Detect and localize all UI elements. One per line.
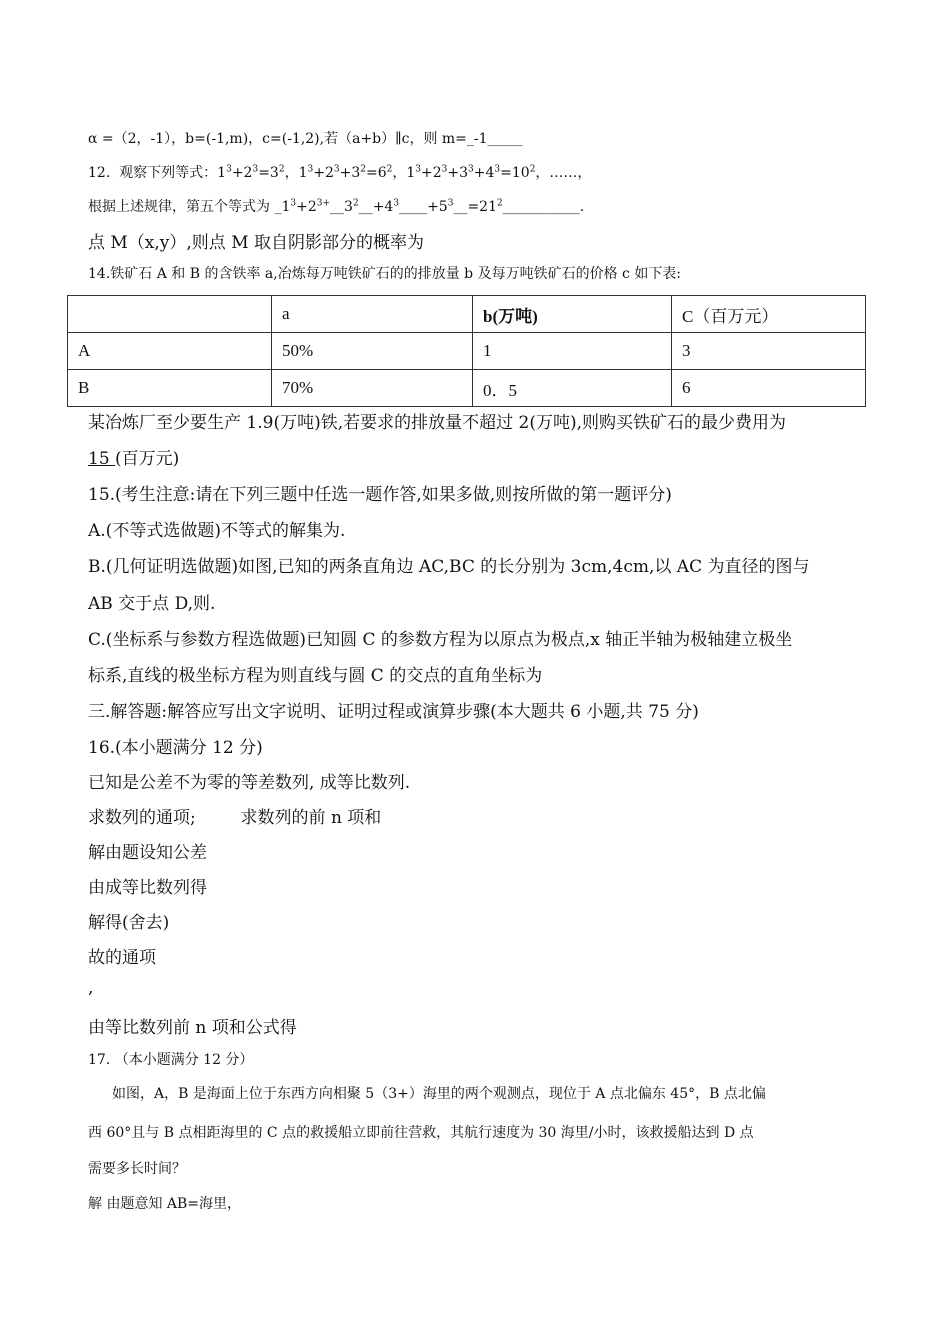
q12-rule-line: [88, 196, 584, 216]
q17-solution: 解 由题意知 AB=海里，: [88, 1196, 242, 1212]
q12-eq3e: =10: [500, 165, 530, 181]
q12-exp: 3: [290, 198, 297, 209]
q12-exp: 3: [494, 164, 501, 175]
q12-eq1: 1: [217, 165, 227, 181]
q12-text: 观察下列等式：: [119, 165, 218, 181]
q14-answer-line: [88, 444, 179, 469]
q12-line: [88, 162, 591, 182]
q12-eq2c: +3: [339, 165, 361, 181]
q16-step: 由等比数列前 n 项和公式得: [88, 1018, 297, 1038]
q12-answer-part: _1: [274, 199, 291, 215]
q12-label: 12.: [88, 165, 111, 181]
vector-problem-text: α =（2，-1），b=(-1,m)，c=(-1,2),若（a+b）∥c，则 m=: [88, 131, 467, 147]
q12-answer-part: +2: [296, 199, 317, 215]
q12-answer-part: __+4: [358, 199, 394, 215]
table-header-cell: b(万吨): [473, 296, 672, 333]
table-cell: 0．5: [473, 370, 672, 407]
table-cell: 3: [672, 333, 866, 370]
q12-answer-part: ____+5: [399, 199, 448, 215]
table-header-cell: C（百万元）: [672, 296, 866, 333]
q12-exp: 3: [441, 164, 448, 175]
table-header-cell: a: [272, 296, 473, 333]
q12-exp: 2: [352, 198, 359, 209]
q12-eq3b: +2: [421, 165, 442, 181]
ore-table: [67, 295, 866, 407]
q15-c-line1: C.(坐标系与参数方程选做题)已知圆 C 的参数方程为以原点为极点,x 轴正半轴为极轴建立极坐: [88, 630, 793, 650]
table-cell: B: [68, 370, 272, 407]
q12-answer-part: __3: [330, 199, 353, 215]
q16-step: ,: [88, 978, 94, 998]
q12-exp: 3: [333, 164, 340, 175]
q12-eq2: ，1: [284, 165, 308, 181]
q12-answer-part: ___________.: [502, 199, 585, 215]
q15-intro: 15.(考生注意:请在下列三题中任选一题作答,如果多做,则按所做的第一题评分): [88, 485, 672, 505]
table-cell: 50%: [272, 333, 473, 370]
q14-unit: (百万元): [115, 449, 180, 469]
q16-ask2: 求数列的前 n 项和: [240, 808, 382, 828]
table-cell: 70%: [272, 370, 473, 407]
q17-para-line3: 需要多长时间？: [88, 1161, 186, 1177]
q12-exp: 3: [226, 164, 232, 175]
vector-problem-line: [88, 128, 523, 148]
q12-exp: 3: [415, 164, 422, 175]
table-cell: A: [68, 333, 272, 370]
q12-exp: 3: [252, 164, 259, 175]
table-cell: 6: [672, 370, 866, 407]
q16-step: 由成等比数列得: [88, 878, 207, 898]
q12-exp: 3: [468, 164, 474, 175]
q12-exp: 3: [393, 198, 400, 209]
q12-eq2d: =6: [365, 165, 387, 181]
q12-eq2b: +2: [313, 165, 334, 181]
q15-a: A.(不等式选做题)不等式的解集为.: [88, 521, 346, 541]
q14-intro: 14.铁矿石 A 和 B 的含铁率 a,冶炼每万吨铁矿石的的排放量 b 及每万吨铁矿石的价格 c 如下表:: [88, 266, 682, 282]
q12-exp: 3: [447, 198, 454, 209]
q16-step: 故的通项: [88, 948, 156, 968]
q12-exp: 2: [386, 164, 393, 175]
q12-rule-text: 根据上述规律，第五个等式为: [88, 199, 270, 215]
q12-eq-tail: ，……，: [535, 165, 592, 181]
q14-question: 某冶炼厂至少要生产 1.9(万吨)铁,若要求的排放量不超过 2(万吨),则购买铁矿石的最少费用为: [88, 413, 786, 433]
q12-eq1b: +2: [231, 165, 253, 181]
q12-answer-part: __=21: [453, 199, 497, 215]
q12-eq3c: +3: [447, 165, 469, 181]
q12-exp: 2: [529, 164, 536, 175]
q12-exp: 2: [278, 164, 285, 175]
q14-answer: 15: [88, 449, 116, 469]
q15-b-line1: B.(几何证明选做题)如图,已知的两条直角边 AC,BC 的长分别为 3cm,4cm,以 AC 为直径的图与: [88, 557, 810, 577]
q15-b-line2: AB 交于点 D,则.: [88, 594, 216, 614]
q16-ask1: 求数列的通项;: [88, 808, 196, 828]
vector-problem-answer: _-1_____: [466, 131, 523, 147]
table-header-row: [68, 296, 866, 333]
q17-para-line2: 西 60°且与 B 点相距海里的 C 点的救援船立即前往营救，其航行速度为 30 海里/小时，该救援船达到 D 点: [88, 1125, 754, 1141]
q12-exp: 3+: [316, 198, 331, 209]
table-row: [68, 370, 866, 407]
q16-step: 解由题设知公差: [88, 843, 207, 863]
q12-exp: 3: [307, 164, 314, 175]
q12-eq3: ，1: [392, 165, 416, 181]
section3-heading: 三.解答题:解答应写出文字说明、证明过程或演算步骤(本大题共 6 小题,共 75 分): [88, 702, 699, 722]
q16-step: 解得(舍去): [88, 913, 170, 933]
q12-exp: 2: [360, 164, 366, 175]
table-cell: 1: [473, 333, 672, 370]
q17-head: 17. （本小题满分 12 分）: [88, 1052, 254, 1068]
q15-c-line2: 标系,直线的极坐标方程为则直线与圆 C 的交点的直角坐标为: [88, 666, 543, 686]
q12-eq3d: +4: [473, 165, 495, 181]
table-header-cell: [68, 296, 272, 333]
q17-para-line1: 如图，A，B 是海面上位于东西方向相聚 5（3+）海里的两个观测点，现位于 A 点北偏东 45°，B 点北偏: [112, 1086, 766, 1102]
q16-given: 已知是公差不为零的等差数列, 成等比数列.: [88, 773, 411, 793]
q16-head: 16.(本小题满分 12 分): [88, 738, 263, 758]
q16-ask-line: [88, 803, 381, 828]
q13-tail: 点 M（x,y）,则点 M 取自阴影部分的概率为: [88, 233, 425, 253]
q12-eq1c: =3: [258, 165, 279, 181]
q12-exp: 2: [496, 198, 503, 209]
table-row: [68, 333, 866, 370]
